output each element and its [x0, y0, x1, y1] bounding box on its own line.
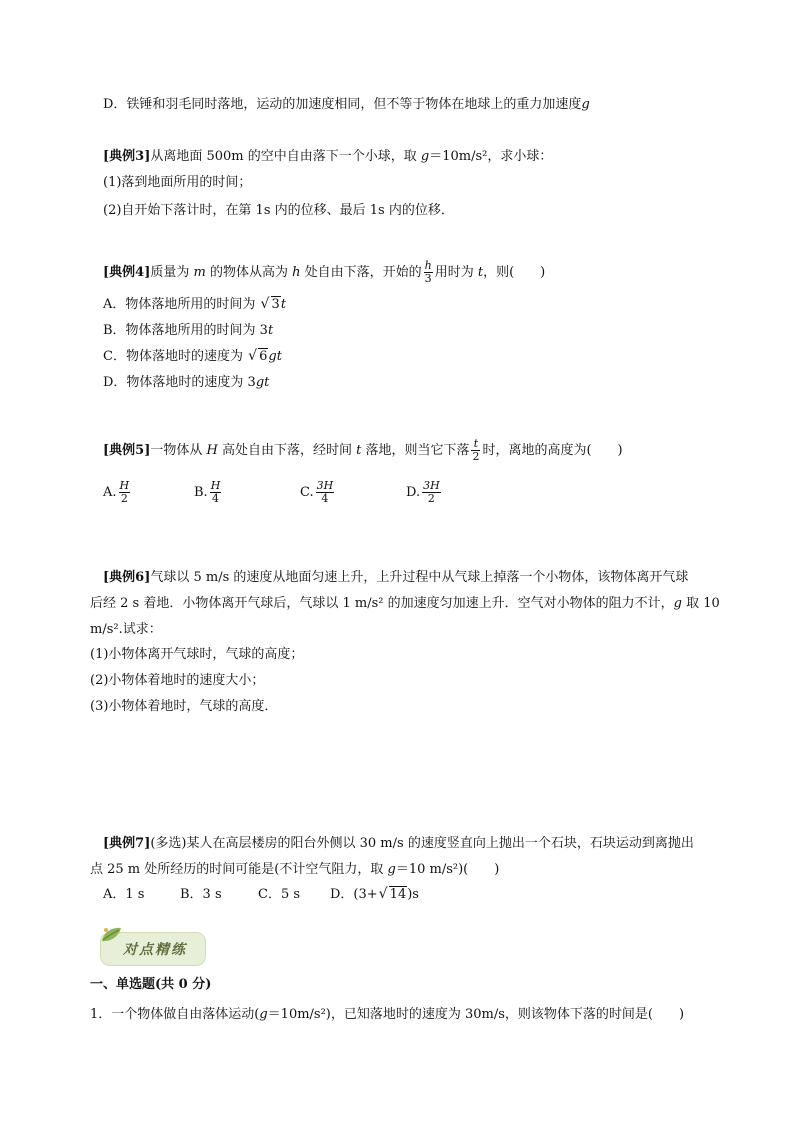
ex4-d-pre: D．物体落地时的速度为 3 [103, 375, 256, 390]
ex5-H: H [206, 443, 218, 458]
ex5-c-label: C. [300, 485, 314, 500]
ex5-frac-den: 2 [472, 450, 480, 463]
question-1 [90, 1006, 684, 1024]
ex7-line2 [90, 861, 499, 879]
ex2-option-d-g: g [581, 97, 590, 112]
ex5-b-den: 4 [211, 492, 219, 505]
question-1-b: ＝10m/s²)，已知落地时的速度为 30m/s，则该物体下落的时间是( ) [267, 1007, 685, 1022]
ex5-d-frac [422, 480, 441, 505]
ex4-b-t: t [267, 323, 274, 338]
ex4-stem [103, 260, 545, 285]
ex4-c-pre: C．物体落地时的速度为 [103, 349, 248, 364]
ex7-d-pre: D．(3+ [330, 887, 378, 902]
ex3-g: g [420, 149, 430, 164]
ex3-stem-a: 从离地面 500m 的空中自由落下一个小球，取 [150, 149, 421, 164]
ex6-line2-a: 后经 2 s 着地．小物体离开气球后，气球以 1 m/s² 的加速度匀加速上升．空气对小物体的阻力不计， [90, 596, 674, 611]
ex4-stem-d: 用时为 [434, 265, 478, 280]
ex7-g: g [387, 862, 396, 877]
ex7-line2-b: ＝10 m/s²)( ) [395, 862, 500, 877]
ex7-d-sqrt [380, 886, 408, 904]
ex7-line1 [103, 835, 694, 853]
ex6-line1 [103, 569, 688, 587]
ex5-c-num: 3H [316, 479, 334, 492]
ex5-a-den: 2 [120, 492, 128, 505]
ex4-stem-a: 质量为 [150, 265, 194, 280]
ex5-fraction [471, 438, 480, 463]
ex5-d-label: D. [406, 485, 421, 500]
ex5-frac-num: t [471, 438, 480, 451]
practice-badge [100, 932, 206, 966]
ex6-g: g [673, 596, 682, 611]
ex4-option-c [103, 348, 282, 366]
ex5-stem [103, 438, 623, 463]
ex3-tag: [典例3] [103, 149, 151, 164]
ex7-option-a: A．1 s [103, 887, 145, 902]
ex4-a-t: t [280, 297, 287, 312]
ex5-option-c [300, 480, 336, 505]
ex5-stem-c: 落地，则当它下落 [361, 443, 470, 458]
ex4-m: m [193, 265, 206, 280]
ex6-line3: m/s².试求： [90, 622, 162, 637]
ex5-a-label: A. [103, 485, 117, 500]
ex7-option-b: B．3 s [180, 887, 222, 902]
ex5-option-d [406, 480, 443, 505]
ex5-c-den: 4 [321, 492, 329, 505]
ex5-a-frac [119, 480, 131, 505]
ex6-q1: (1)小物体离开气球时，气球的高度； [90, 647, 304, 662]
ex2-option-d-text: D．铁锤和羽毛同时落地，运动的加速度相同，但不等于物体在地球上的重力加速度 [103, 97, 582, 112]
ex5-b-frac [210, 480, 222, 505]
ex7-d-post: )s [407, 887, 419, 902]
ex4-t: t [477, 265, 484, 280]
ex4-frac-num: h [424, 259, 432, 272]
ex7-tag: [典例7] [103, 836, 151, 851]
ex6-line2-b: 取 10 [681, 596, 720, 611]
ex5-option-b [194, 480, 223, 505]
ex4-stem-b: 的物体从高为 [205, 265, 293, 280]
ex4-a-sqrt [262, 296, 281, 314]
ex5-option-a [103, 480, 132, 505]
ex7-d-rad: 14 [389, 887, 407, 902]
ex7-option-d [330, 886, 419, 904]
ex4-h: h [292, 265, 301, 280]
ex6-q3: (3)小物体着地时，气球的高度． [90, 699, 278, 714]
ex6-line2 [90, 595, 720, 613]
ex4-option-a [103, 296, 286, 314]
ex5-tag: [典例5] [103, 443, 151, 458]
ex4-option-d [103, 374, 269, 392]
ex2-option-d [103, 96, 590, 114]
ex3-stem [103, 148, 552, 166]
ex4-b-pre: B．物体落地所用的时间为 3 [103, 323, 268, 338]
ex5-stem-b: 高处自由下落，经时间 [217, 443, 357, 458]
ex7-option-c: C．5 s [258, 887, 301, 902]
ex6-q2: (2)小物体着地时的速度大小； [90, 673, 265, 688]
section-title: 一、单选题(共 0 分) [90, 977, 212, 992]
ex5-t: t [356, 443, 362, 458]
ex4-c-sqrt [249, 348, 268, 366]
ex6-line1-text: 气球以 5 m/s 的速度从地面匀速上升，上升过程中从气球上掉落一个小物体，该物体离开气球 [150, 570, 689, 585]
ex5-stem-d: 时，离地的高度为( ) [482, 443, 623, 458]
ex4-c-rad: 6 [259, 349, 268, 364]
ex5-b-num: H [210, 479, 221, 492]
ex4-stem-c: 处自由下落，开始的 [300, 265, 422, 280]
ex3-stem-b: ＝10m/s²，求小球： [429, 149, 553, 164]
ex3-q2: (2)自开始下落计时，在第 1s 内的位移、最后 1s 内的位移． [103, 203, 454, 218]
ex5-d-num: 3H [423, 479, 440, 492]
ex6-tag: [典例6] [103, 570, 151, 585]
ex4-d-gt: gt [255, 375, 270, 390]
ex7-line2-a: 点 25 m 处所经历的时间可能是(不计空气阻力，取 [90, 862, 388, 877]
practice-badge-text: 对点精练 [123, 942, 187, 958]
ex7-line1-text: (多选)某人在高层楼房的阳台外侧以 30 m/s 的速度竖直向上抛出一个石块，石块运动到离抛出 [150, 836, 694, 851]
question-1-g: g [259, 1007, 268, 1022]
ex4-c-gt: gt [268, 349, 282, 364]
ex3-q1: (1)落到地面所用的时间； [103, 175, 252, 190]
ex5-c-frac [316, 480, 335, 505]
leaf-icon [99, 925, 125, 947]
ex5-d-den: 2 [427, 492, 435, 505]
ex5-a-num: H [119, 479, 130, 492]
ex4-a-pre: A．物体落地所用的时间为 [103, 297, 260, 312]
ex4-frac-den: 3 [424, 272, 432, 285]
ex4-fraction [424, 260, 433, 285]
question-1-a: 1．一个物体做自由落体运动( [90, 1007, 260, 1022]
ex4-stem-e: ，则( ) [483, 265, 546, 280]
ex4-a-rad: 3 [271, 297, 280, 312]
ex5-stem-a: 一物体从 [150, 443, 207, 458]
ex4-tag: [典例4] [103, 265, 151, 280]
ex4-option-b [103, 322, 273, 340]
ex5-b-label: B. [194, 485, 208, 500]
